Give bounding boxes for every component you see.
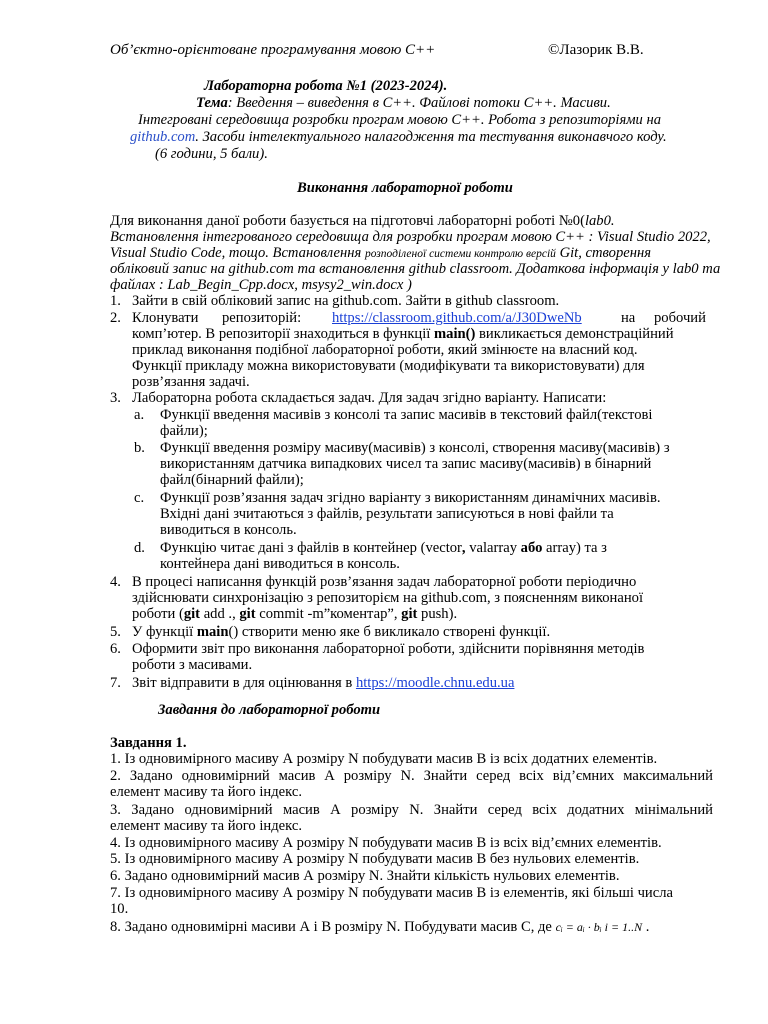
intro-line-1 — [110, 213, 615, 230]
step-3d-l1b: , — [461, 540, 466, 556]
task-item: 7. Із одновимірного масиву А розміру N побудувати масив В із елементів, які більші числа — [110, 885, 673, 901]
task-item: елемент масиву та його індекс. — [110, 784, 302, 800]
step-2-line-5: розв’язання задачі. — [132, 374, 250, 390]
step-6-line-1: Оформити звіт про виконання лабораторної роботи, здійснити порівняння методів — [132, 641, 645, 657]
step-2-word-a: Клонувати — [132, 310, 199, 326]
topic-line-1 — [196, 95, 611, 112]
formula: cᵢ = aᵢ · bᵢ i = 1..N — [555, 920, 643, 934]
task-1-heading: Завдання 1. — [110, 735, 187, 751]
step-3c-number: c. — [134, 490, 145, 506]
step-4-l3a: роботи ( — [132, 606, 184, 622]
intro-line-4: обліковий запис на github.com та встановлення github classroom. Додаткова інформація у lab0 та — [110, 261, 721, 277]
step-2-word-d: робочий — [654, 310, 706, 326]
step-2-main: main() — [433, 326, 476, 342]
intro-line-2: Встановлення інтегрованого середовища для розробки програм мовою С++ : Visual Studio 2022, — [110, 229, 711, 245]
step-4-line-1: В процесі написання функцій розв’язання задач лабораторної роботи періодично — [132, 574, 637, 590]
hours: (6 години, 5 бали). — [155, 146, 268, 162]
step-4-l3c: commit -m”коментар”, — [255, 606, 402, 622]
step-3d-line-2: контейнера дані виводиться в консоль. — [160, 556, 400, 572]
step-3c-line-2: Вхідні дані зчитаються з файлів, результати записуються в нові файли та — [160, 506, 614, 522]
step-2-l2c: викликається демонстраційний — [475, 326, 674, 342]
step-6-number: 6. — [110, 641, 121, 657]
step-5-main: main — [196, 624, 229, 640]
git-keyword: git — [401, 606, 418, 622]
task-item: 3. Задано одновимірний масив А розміру N. Знайти серед всіх додатних мінімальний — [110, 802, 713, 818]
step-3d-l1c: valarray — [465, 540, 521, 556]
step-3d-l1d: або — [520, 540, 543, 556]
step-3d-number: d. — [134, 540, 145, 556]
step-4-line-2: здійснювати синхронізацію з репозиторієм на github.com, з поясненням виконаної — [132, 590, 644, 606]
step-3c-line-1: Функції розв’язання задач згідно варіанту з використанням динамічних масивів. — [160, 490, 661, 506]
git-keyword: git — [239, 606, 256, 622]
step-3c-line-3: виводиться в консоль. — [160, 522, 297, 538]
step-6-line-2: роботи з масивами. — [132, 657, 253, 673]
step-5-a: У функції — [132, 624, 197, 640]
lab-title: Лабораторна робота №1 (2023-2024). — [204, 78, 448, 94]
step-3b-line-1: Функції введення розміру масиву(масивів) з консолі, створення масиву(масивів) з — [160, 440, 670, 456]
formula-end: . — [645, 919, 650, 935]
classroom-link[interactable]: https://classroom.github.com/a/J30DweNb — [332, 310, 582, 326]
topic-line-3-rest: . Засоби інтелектуального налагодження та тестування виконавчого коду. — [195, 129, 667, 145]
step-2-l2a: комп’ютер. В репозиторії знаходиться в функції — [132, 326, 434, 342]
step-3a-line-2: файли); — [160, 423, 208, 439]
step-3d-line-1 — [160, 540, 607, 557]
step-3b-line-3: файл(бінарний файли); — [160, 472, 304, 488]
course-title: Об’єктно-орієнтоване програмування мовою С++ — [110, 42, 436, 58]
topic-line-3 — [130, 129, 667, 146]
intro-lab0: lab0. — [584, 213, 615, 229]
topic-text: : Введення – виведення в С++. Файлові потоки С++. Масиви. — [227, 95, 611, 111]
task-item: елемент масиву та його індекс. — [110, 818, 302, 834]
task-item: 5. Із одновимірного масиву А розміру N побудувати масив В без нульових елементів. — [110, 851, 640, 867]
step-3b-number: b. — [134, 440, 145, 456]
step-1-text: Зайти в свій обліковий запис на github.com. Зайти в github classroom. — [132, 293, 560, 309]
step-2-line-2 — [132, 326, 674, 343]
step-2-line-3: приклад виконання подібної лабораторної роботи, який змінюєте на власний код. — [132, 342, 638, 358]
task-item-8-text: 8. Задано одновимірні масиви А і В розміру N. Побудувати масив С, де — [110, 919, 556, 935]
task-item: 1. Із одновимірного масиву А розміру N побудувати масив В із всіх додатних елементів. — [110, 751, 658, 767]
git-keyword: git — [183, 606, 201, 622]
step-4-l3b: add ., — [200, 606, 240, 622]
step-7-number: 7. — [110, 675, 121, 691]
step-2-word-c: на — [621, 310, 636, 326]
topic-line-2: Інтегровані середовища розробки програм мовою С++. Робота з репозиторіями на — [138, 112, 662, 128]
section-tasks-heading: Завдання до лабораторної роботи — [158, 702, 381, 718]
task-item-8 — [110, 919, 649, 936]
step-3b-line-2: використанням датчика випадкових чисел та запис масиву(масивів) в бінарний — [160, 456, 652, 472]
moodle-link[interactable]: https://moodle.chnu.edu.ua — [355, 675, 515, 691]
step-4-number: 4. — [110, 574, 121, 590]
intro-l3a: Visual Studio Code, тощо. Встановлення — [110, 245, 365, 261]
step-3d-l1e: array) та з — [542, 540, 607, 556]
step-4-l3d: push). — [417, 606, 458, 622]
task-item: 4. Із одновимірного масиву А розміру N побудувати масив В із всіх від’ємних елементів. — [110, 835, 662, 851]
github-text: github.com — [130, 129, 196, 145]
step-5-text — [132, 624, 550, 641]
step-3d-l1a: Функцію читає дані з файлів в контейнер (vector — [160, 540, 462, 556]
intro-l3c: Git, створення — [555, 245, 652, 261]
intro-text: Для виконання даної роботи базується на підготовчі лабораторні роботі №0( — [110, 213, 585, 229]
step-5-c: () створити меню яке б викликало створені функції. — [228, 624, 551, 640]
step-3-text: Лабораторна робота складається задач. Для задач згідно варіанту. Написати: — [132, 390, 607, 406]
step-2-number: 2. — [110, 310, 121, 326]
step-4-line-3 — [132, 606, 457, 623]
step-3a-number: a. — [134, 407, 145, 423]
step-3a-line-1: Функції введення масивів з консолі та запис масивів в текстовий файл(текстові — [160, 407, 653, 423]
task-item: 6. Задано одновимірний масив А розміру N. Знайти кількість нульових елементів. — [110, 868, 620, 884]
intro-line-5: файлах : Lab_Begin_Cpp.docx, msysy2_win.docx ) — [110, 277, 412, 293]
task-item: 2. Задано одновимірний масив А розміру N. Знайти серед всіх від’ємних максимальний — [110, 768, 713, 784]
step-2-word-b: репозиторій: — [222, 310, 302, 326]
author-copyright: ©Лазорик В.В. — [548, 42, 644, 58]
topic-label: Тема — [196, 95, 228, 111]
task-item: 10. — [110, 901, 129, 917]
step-1-number: 1. — [110, 293, 121, 309]
section-execution-heading: Виконання лабораторної роботи — [297, 180, 513, 196]
step-3-number: 3. — [110, 390, 121, 406]
step-7-a: Звіт відправити в для оцінювання в — [132, 675, 356, 691]
step-7-text — [132, 675, 514, 692]
step-5-number: 5. — [110, 624, 121, 640]
step-2-line-4: Функції прикладу можна використовувати (модифікувати та використовувати) для — [132, 358, 645, 374]
intro-l3b: розподіленої системи контролю версій — [364, 248, 556, 260]
